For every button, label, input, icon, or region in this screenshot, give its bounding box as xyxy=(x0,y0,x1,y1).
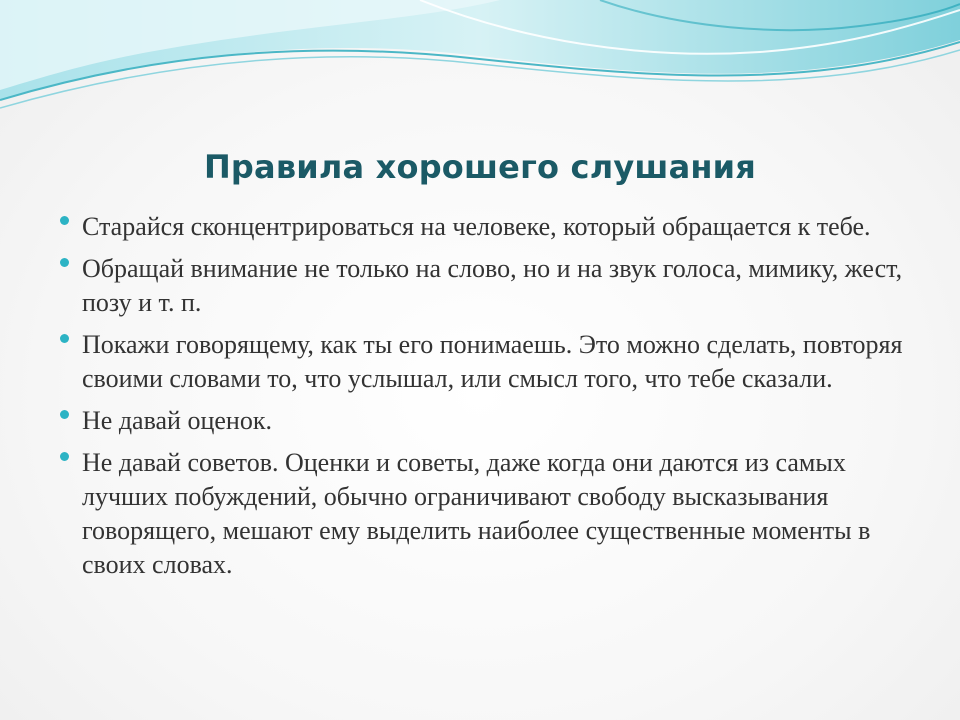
bullet-text: Не давай оценок. xyxy=(82,406,272,435)
slide-title: Правила хорошего слушания xyxy=(203,148,757,186)
bullet-item xyxy=(60,252,920,320)
bullet-item xyxy=(60,404,920,438)
bullet-text: Обращай внимание не только на слово, но и на звук голоса, мимику, жест, позу и т. п. xyxy=(82,254,903,317)
bullet-dot-icon xyxy=(60,452,69,461)
bullet-text: Не давай советов. Оценки и советы, даже когда они даются из самых лучших побуждений, обычно ограничивают свободу высказывания говорящего, мешают ему выделить наиболее существенные моменты в своих словах. xyxy=(82,448,871,579)
bullet-item xyxy=(60,446,920,582)
bullet-dot-icon xyxy=(60,216,69,225)
bullet-dot-icon xyxy=(60,410,69,419)
bullet-dot-icon xyxy=(60,258,69,267)
bullet-dot-icon xyxy=(60,334,69,343)
bullet-text: Покажи говорящему, как ты его понимаешь. Это можно сделать, повторяя своими словами то, что услышал, или смысл того, что тебе сказали. xyxy=(82,330,903,393)
bullet-item xyxy=(60,328,920,396)
bullet-list xyxy=(60,210,920,590)
bullet-item xyxy=(60,210,920,244)
bullet-text: Старайся сконцентрироваться на человеке, который обращается к тебе. xyxy=(82,212,871,241)
decorative-wave-header xyxy=(0,0,960,130)
